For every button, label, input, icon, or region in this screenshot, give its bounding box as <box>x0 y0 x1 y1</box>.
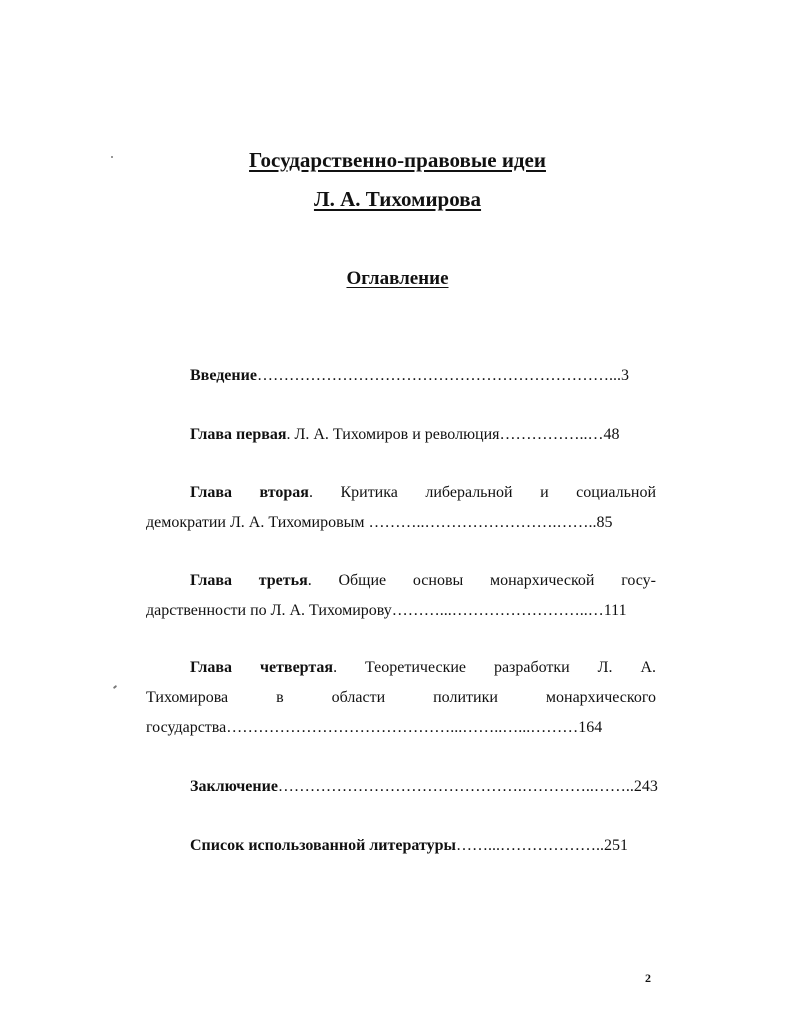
toc-page-number: 164 <box>578 719 603 736</box>
toc-leader: ……………..… <box>499 426 604 443</box>
toc-entry-word: Тихомирова <box>146 689 229 706</box>
toc-leader: ……………………………………….…………..…….. <box>277 778 634 795</box>
toc-entry-label-word: вторая <box>259 484 309 501</box>
toc-entry-word: области <box>331 689 386 706</box>
toc-entry-chapter-4-line-3 <box>146 720 602 736</box>
toc-page-number: 85 <box>596 514 613 531</box>
title-line-1: Государственно-правовые идеи <box>249 148 546 172</box>
toc-entry-label: Введение <box>190 367 257 384</box>
toc-entry-word: и <box>540 484 549 501</box>
toc-entry-word: А. <box>640 659 657 676</box>
toc-leader: ………..…………………….…….. <box>368 514 597 531</box>
toc-separator: . <box>333 659 338 676</box>
title-line-2: Л. А. Тихомирова <box>313 187 482 211</box>
toc-entry-chapter-1 <box>190 427 620 443</box>
toc-entry-label-word: третья <box>258 572 308 589</box>
toc-page-number: 243 <box>633 778 658 795</box>
toc-entry-word: основы <box>412 572 464 589</box>
toc-heading: Оглавление <box>346 268 449 289</box>
toc-entry-label-word: Глава <box>190 659 232 676</box>
toc-entry-chapter-4-line-2 <box>146 690 656 706</box>
toc-page-number: 251 <box>604 837 628 854</box>
toc-entry-chapter-2-line-2 <box>146 515 613 531</box>
toc-entry-introduction <box>190 368 629 384</box>
toc-entry-word: социальной <box>576 484 657 501</box>
toc-leader: …………………………………………………………... <box>256 367 621 384</box>
page-number: 2 <box>645 971 651 985</box>
toc-entry-label: Глава первая <box>190 426 287 443</box>
toc-entry-text: дарственности по Л. А. Тихомирову <box>146 602 392 619</box>
toc-entry-word: монархического <box>545 689 656 706</box>
toc-entry-label-word: Глава <box>190 484 232 501</box>
toc-leader: ……...……………….. <box>456 837 604 854</box>
toc-separator: . <box>286 426 295 443</box>
toc-entry-word: политики <box>433 689 498 706</box>
toc-entry-word: Общие <box>338 572 387 589</box>
toc-entry-bibliography <box>190 838 628 854</box>
toc-entry-label-word: Глава <box>190 572 232 589</box>
toc-separator: . <box>308 484 313 501</box>
toc-entry-text: демократии Л. А. Тихомировым <box>146 514 369 531</box>
toc-entry-word: Л. <box>597 659 613 676</box>
toc-entry-label: Заключение <box>190 778 278 795</box>
toc-entry-label: Список использованной литературы <box>190 837 456 854</box>
toc-entry-chapter-4-line-1 <box>190 660 656 676</box>
toc-entry-word: Теоретические <box>365 659 467 676</box>
toc-entry-word: монархической <box>489 572 595 589</box>
toc-entry-text: Л. А. Тихомиров и революция <box>294 426 500 443</box>
toc-entry-text: государства <box>146 719 227 736</box>
toc-entry-word: разработки <box>493 659 570 676</box>
toc-leader: ………...……………………..… <box>391 602 604 619</box>
toc-page-number: 3 <box>620 367 629 384</box>
scan-speck <box>113 685 117 689</box>
toc-separator: . <box>307 572 312 589</box>
toc-entry-label-word: четвертая <box>259 659 334 676</box>
toc-entry-chapter-3-line-2 <box>146 603 627 619</box>
toc-entry-word: Критика <box>340 484 398 501</box>
toc-entry-word: госу- <box>621 572 656 589</box>
scan-speck <box>111 156 113 158</box>
toc-leader: ……………………………………...……..…...……… <box>226 719 579 736</box>
toc-entry-word: в <box>276 689 284 706</box>
toc-page-number: 111 <box>603 602 627 619</box>
toc-entry-conclusion <box>190 779 658 795</box>
toc-entry-word: либеральной <box>425 484 513 501</box>
toc-entry-chapter-2-line-1 <box>190 485 656 501</box>
toc-entry-chapter-3-line-1 <box>190 573 656 589</box>
toc-page-number: 48 <box>603 426 620 443</box>
